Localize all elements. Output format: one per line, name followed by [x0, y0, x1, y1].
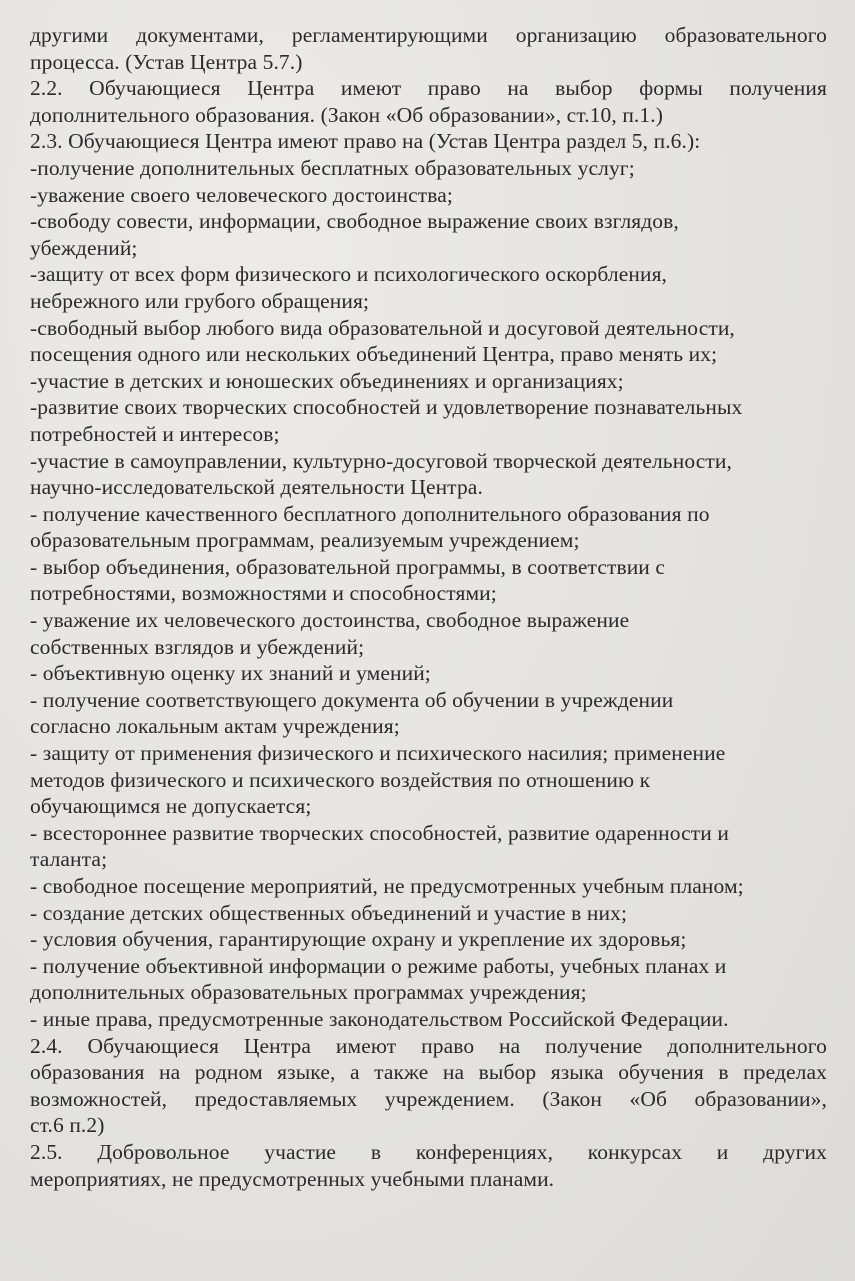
document-line: небрежного или грубого обращения;: [30, 288, 370, 313]
document-line: -получение дополнительных бесплатных образовательных услуг;: [30, 155, 635, 180]
document-line: собственных взглядов и убеждений;: [30, 634, 365, 659]
document-line: убеждений;: [30, 235, 138, 260]
document-line: - объективную оценку их знаний и умений;: [30, 661, 431, 686]
document-line: образования на родном языке, а также на выбор языка обучения в пределах: [30, 1060, 827, 1085]
document-line: -уважение своего человеческого достоинства;: [30, 182, 453, 207]
document-line: - уважение их человеческого достоинства, свободное выражение: [30, 608, 630, 633]
document-line: - получение качественного бесплатного дополнительного образования по: [30, 501, 710, 526]
document-line: ст.6 п.2): [30, 1113, 105, 1138]
document-line: научно-исследовательской деятельности Центра.: [30, 475, 483, 500]
document-line: образовательным программам, реализуемым учреждением;: [30, 528, 580, 553]
document-line: 2.5. Добровольное участие в конференциях, конкурсах и других: [30, 1139, 827, 1164]
document-line: -участие в самоуправлении, культурно-досуговой творческой деятельности,: [30, 448, 732, 473]
document-line: - создание детских общественных объединений и участие в них;: [30, 900, 628, 925]
document-line: - условия обучения, гарантирующие охрану и укрепление их здоровья;: [30, 927, 687, 952]
document-line: - иные права, предусмотренные законодательством Российской Федерации.: [30, 1006, 729, 1031]
document-line: -свободу совести, информации, свободное выражение своих взглядов,: [30, 209, 679, 234]
document-line: потребностями, возможностями и способностями;: [30, 581, 497, 606]
document-line: согласно локальным актам учреждения;: [30, 714, 400, 739]
document-line: - получение объективной информации о режиме работы, учебных планах и: [30, 953, 727, 978]
document-line: 2.3. Обучающиеся Центра имеют право на (Устав Центра раздел 5, п.6.):: [30, 129, 701, 154]
document-line: -свободный выбор любого вида образовательной и досуговой деятельности,: [30, 315, 735, 340]
document-body: [30, 22, 841, 1192]
document-line: - получение соответствующего документа об обучении в учреждении: [30, 687, 674, 712]
document-line: - свободное посещение мероприятий, не предусмотренных учебным планом;: [30, 874, 744, 898]
document-line: мероприятиях, не предусмотренных учебными планами.: [30, 1166, 555, 1191]
document-line: методов физического и психического воздействия по отношению к: [30, 767, 651, 792]
document-line: другими документами, регламентирующими организацию образовательного: [30, 23, 827, 47]
document-line: таланта;: [30, 847, 108, 872]
document-line: 2.4. Обучающиеся Центра имеют право на получение дополнительного: [30, 1033, 827, 1058]
document-line: посещения одного или нескольких объединений Центра, право менять их;: [30, 342, 718, 367]
document-line: -защиту от всех форм физического и психологического оскорбления,: [30, 262, 668, 287]
document-line: - защиту от применения физического и психического насилия; применение: [30, 741, 726, 766]
document-line: -участие в детских и юношеских объединениях и организациях;: [30, 368, 624, 393]
document-line: 2.2. Обучающиеся Центра имеют право на выбор формы получения: [30, 76, 827, 101]
document-line: возможностей, предоставляемых учреждением. (Закон «Об образовании»,: [30, 1086, 827, 1111]
document-line: обучающимся не допускается;: [30, 794, 312, 819]
document-line: процесса. (Устав Центра 5.7.): [30, 49, 303, 74]
document-line: дополнительного образования. (Закон «Об образовании», ст.10, п.1.): [30, 102, 663, 127]
document-line: потребностей и интересов;: [30, 421, 280, 446]
document-line: -развитие своих творческих способностей и удовлетворение познавательных: [30, 395, 743, 420]
document-line: - всестороннее развитие творческих способностей, развитие одаренности и: [30, 820, 729, 845]
document-line: - выбор объединения, образовательной программы, в соответствии с: [30, 554, 666, 579]
document-line: дополнительных образовательных программах учреждения;: [30, 980, 587, 1005]
